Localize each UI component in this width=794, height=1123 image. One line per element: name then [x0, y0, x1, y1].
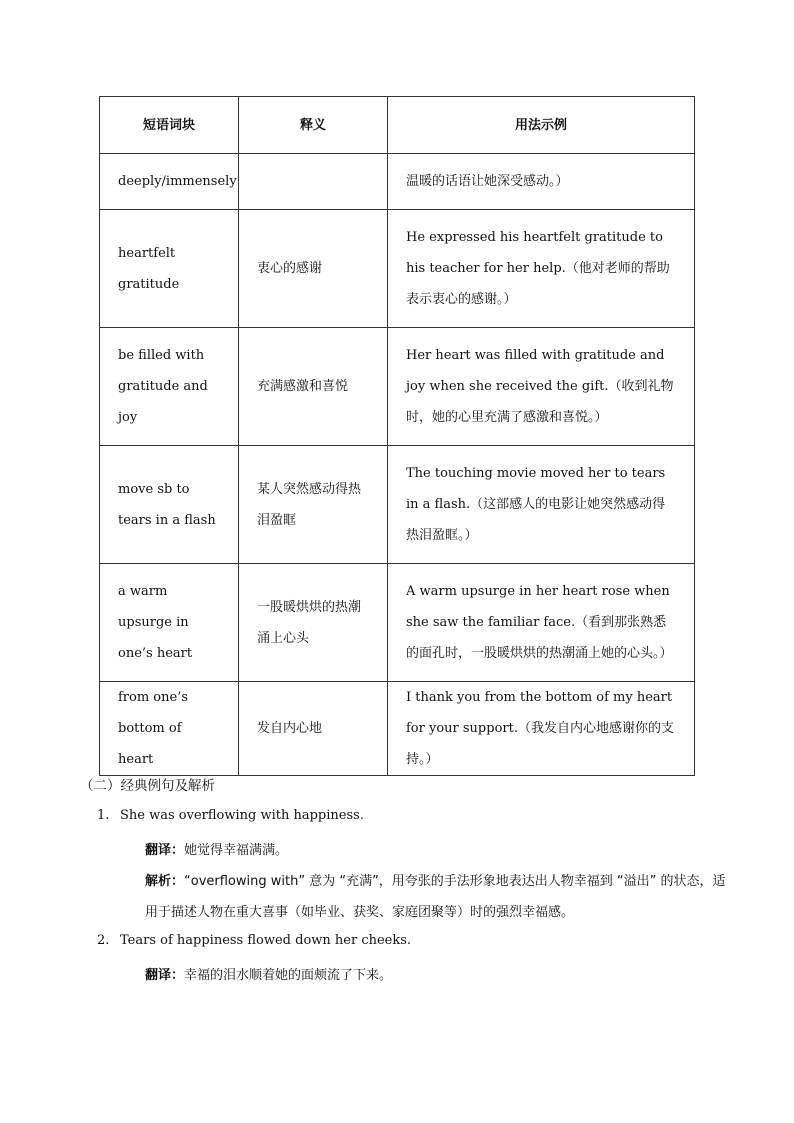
table-row [100, 210, 695, 328]
table-row [100, 328, 695, 446]
meaning-cell [239, 154, 388, 210]
table-row [100, 446, 695, 564]
example-cell: The touching movie moved her to tears in a flash.（这部感人的电影让她突然感动得热泪盈眶。） [388, 446, 695, 564]
example-sentence: Tears of happiness flowed down her cheeks. [120, 933, 412, 948]
phrase-table [99, 96, 695, 776]
translation-text: 幸福的泪水顺着她的面颊流了下来。 [184, 968, 393, 983]
table-row [100, 154, 695, 210]
translation-line [145, 839, 288, 858]
phrase-cell: move sb to tears in a flash [100, 446, 239, 564]
phrase-cell: from one’s bottom of heart [100, 682, 239, 776]
analysis-paragraph [145, 866, 730, 928]
phrase-cell: be filled with gratitude and joy [100, 328, 239, 446]
header-meaning: 释义 [239, 97, 388, 154]
example-number: 1. [97, 808, 110, 823]
header-example: 用法示例 [388, 97, 695, 154]
phrase-cell: a warm upsurge in one’s heart [100, 564, 239, 682]
phrase-cell: deeply/immensely [100, 154, 239, 210]
example-number: 2. [97, 933, 110, 948]
translation-label: 翻译： [145, 968, 185, 983]
example-cell: 温暖的话语让她深受感动。） [388, 154, 695, 210]
example-sentence: She was overflowing with happiness. [120, 808, 364, 823]
analysis-label: 解析： [145, 874, 185, 889]
example-cell: Her heart was filled with gratitude and joy when she received the gift.（收到礼物时，她的心里充满了感激和喜悦。） [388, 328, 695, 446]
example-cell: A warm upsurge in her heart rose when she saw the familiar face.（看到那张熟悉的面孔时，一股暖烘烘的热潮涌上她的心头。） [388, 564, 695, 682]
table-header-row [100, 97, 695, 154]
section-title: （二）经典例句及解析 [80, 778, 215, 794]
meaning-cell: 某人突然感动得热泪盈眶 [239, 446, 388, 564]
phrase-cell: heartfelt gratitude [100, 210, 239, 328]
translation-line [145, 964, 392, 983]
meaning-cell: 一股暖烘烘的热潮涌上心头 [239, 564, 388, 682]
meaning-cell: 充满感激和喜悦 [239, 328, 388, 446]
table-row [100, 564, 695, 682]
translation-text: 她觉得幸福满满。 [184, 843, 289, 858]
translation-label: 翻译： [145, 843, 185, 858]
table-row [100, 682, 695, 776]
example-cell: I thank you from the bottom of my heart for your support.（我发自内心地感谢你的支持。） [388, 682, 695, 776]
header-phrase: 短语词块 [100, 97, 239, 154]
meaning-cell: 发自内心地 [239, 682, 388, 776]
meaning-cell: 衷心的感谢 [239, 210, 388, 328]
analysis-text: “overflowing with” 意为 “充满”，用夸张的手法形象地表达出人物幸福到 “溢出” 的状态，适用于描述人物在重大喜事（如毕业、获奖、家庭团聚等）时的强烈幸福感。 [145, 874, 726, 920]
example-cell: He expressed his heartfelt gratitude to his teacher for her help.（他对老师的帮助表示衷心的感谢。） [388, 210, 695, 328]
